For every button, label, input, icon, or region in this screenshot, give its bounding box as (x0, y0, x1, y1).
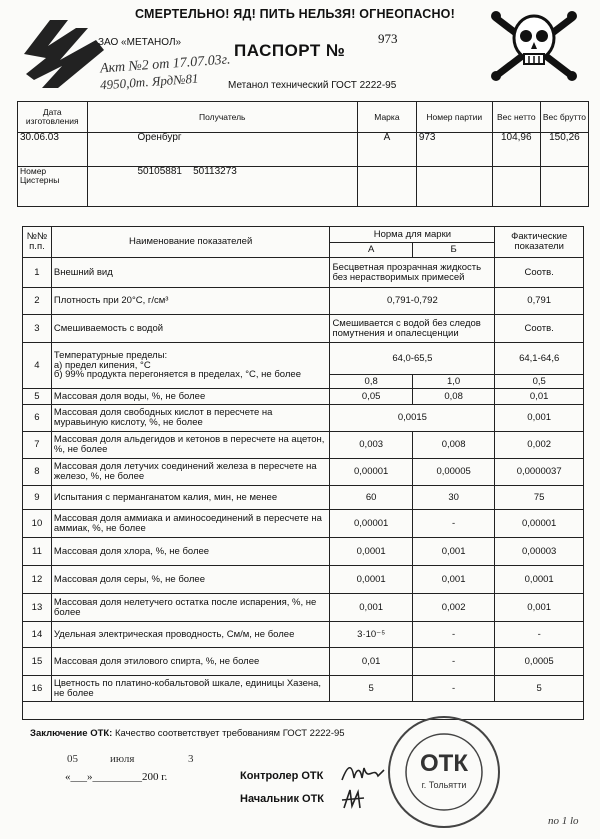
col-net: Вес нетто (492, 102, 540, 133)
row-name: Испытания с перманганатом калия, мин, не менее (51, 486, 330, 510)
row-number: 1 (23, 258, 52, 288)
row-actual: 75 (495, 486, 584, 510)
row-name: Смешиваемость с водой (51, 315, 330, 343)
row-norm-b: 30 (412, 486, 494, 510)
row-number: 13 (23, 594, 52, 622)
row-actual: 0,0005 (495, 648, 584, 676)
row-number: 5 (23, 389, 52, 405)
row-name-main: Температурные пределы: (53, 349, 168, 361)
row-actual: 0,001 (495, 405, 584, 432)
row-number: 8 (23, 459, 52, 486)
table-row (23, 622, 584, 648)
passport-number: 973 (378, 31, 398, 46)
row-actual: 0,001 (495, 594, 584, 622)
row-number: 6 (23, 405, 52, 432)
row-name: Массовая доля этилового спирта, %, не более (51, 648, 330, 676)
row-name-b: б) 99% продукта перегоняется в пределах, °С, не более (53, 369, 301, 381)
row-name: Массовая доля нелетучего остатка после испарения, %, не более (51, 594, 330, 622)
product-subtitle: Метанол технический ГОСТ 2222-95 (228, 80, 397, 91)
row-norm-b: 0,008 (412, 432, 494, 459)
table-row (23, 648, 584, 676)
row-actual: 5 (495, 676, 584, 702)
row-actual: 0,00003 (495, 538, 584, 566)
row-norm-a: 0,00001 (330, 510, 412, 538)
row-number: 2 (23, 288, 52, 315)
table-row (23, 258, 584, 288)
cell-batch: 973 (416, 133, 492, 167)
col-grade: Марка (358, 102, 417, 133)
row-norm: Смешивается с водой без следов помутнения и опалесценции (330, 315, 495, 343)
col-grade-a: А (330, 243, 412, 258)
row-name-a: а) предел кипения, °С (53, 359, 151, 371)
row-norm: Бесцветная прозрачная жидкость без нерастворимых примесей (330, 258, 495, 288)
shipment-table (17, 101, 589, 207)
row-actual: 0,002 (495, 432, 584, 459)
row-name (51, 343, 330, 389)
hazard-warning: СМЕРТЕЛЬНО! ЯД! ПИТЬ НЕЛЬЗЯ! ОГНЕОПАСНО! (135, 7, 455, 21)
row-number: 10 (23, 510, 52, 538)
row-number: 9 (23, 486, 52, 510)
row-actual: 0,0000037 (495, 459, 584, 486)
cell-recipient: Оренбург (87, 133, 358, 167)
row-norm: 64,0-65,5 (330, 343, 495, 375)
controller-label: Контролер ОТК (240, 770, 324, 782)
row-actual: 64,1-64,6 (495, 343, 584, 375)
stamp-main-text: ОТК (420, 750, 468, 777)
tank-numbers: 50105881 50113273 (87, 167, 358, 207)
row-name: Удельная электрическая проводность, См/м, не более (51, 622, 330, 648)
date-day: 05 (67, 753, 78, 765)
row-norm-b: - (412, 510, 494, 538)
row-actual: Соотв. (495, 315, 584, 343)
table-row (23, 486, 584, 510)
row-norm-a: 60 (330, 486, 412, 510)
row-number: 16 (23, 676, 52, 702)
row-name: Массовая доля хлора, %, не более (51, 538, 330, 566)
row-norm: 0,0015 (330, 405, 495, 432)
row-norm-b: - (412, 648, 494, 676)
table-row (23, 538, 584, 566)
row-name: Плотность при 20°С, г/см³ (51, 288, 330, 315)
cell-date: 30.06.03 (18, 133, 88, 167)
row-norm-a: 0,0001 (330, 538, 412, 566)
row-norm-a: 0,01 (330, 648, 412, 676)
row-name: Массовая доля серы, %, не более (51, 566, 330, 594)
row-norm: 0,791-0,792 (330, 288, 495, 315)
date-month: июля (110, 753, 135, 765)
col-recipient: Получатель (87, 102, 358, 133)
row-name: Внешний вид (51, 258, 330, 288)
company-logo-icon (18, 14, 110, 94)
row-number: 14 (23, 622, 52, 648)
cell-grade: А (358, 133, 417, 167)
handwritten-note-2: 4950,0т. Ярд№81 (99, 70, 199, 93)
row-actual: 0,791 (495, 288, 584, 315)
row-name: Массовая доля аммиака и аминосоединений в пересчете на аммиак, %, не более (51, 510, 330, 538)
stamp-city-text: г. Тольятти (421, 780, 467, 790)
row-norm-b: - (412, 676, 494, 702)
row-actual: 0,00001 (495, 510, 584, 538)
row-name: Массовая доля свободных кислот в пересчете на муравьиную кислоту, %, не более (51, 405, 330, 432)
skull-crossbones-icon (488, 6, 580, 82)
col-actual: Фактические показатели (495, 227, 584, 258)
row-norm-b: 0,001 (412, 538, 494, 566)
col-date: Дата изготовления (18, 102, 88, 133)
row-name: Цветность по платино-кобальтовой шкале, единицы Хазена, не более (51, 676, 330, 702)
row-name: Массовая доля альдегидов и кетонов в пересчете на ацетон, %, не более (51, 432, 330, 459)
row-number: 3 (23, 315, 52, 343)
cell-net: 104,96 (492, 133, 540, 167)
conclusion-text: Качество соответствует требованиям ГОСТ 2222-95 (115, 728, 345, 739)
row-norm-b: 1,0 (412, 375, 494, 389)
row-norm-a: 0,05 (330, 389, 412, 405)
passport-title: ПАСПОРТ № (234, 41, 346, 60)
row-norm-a: 0,001 (330, 594, 412, 622)
row-number: 4 (23, 343, 52, 389)
row-norm-b: 0,08 (412, 389, 494, 405)
table-row (23, 343, 584, 375)
col-num: №№ п.п. (23, 227, 52, 258)
row-norm-a: 0,0001 (330, 566, 412, 594)
spec-table (22, 226, 584, 720)
table-row (23, 676, 584, 702)
col-norm: Норма для марки (330, 227, 495, 243)
table-row (23, 405, 584, 432)
row-norm-a: 3·10⁻⁵ (330, 622, 412, 648)
col-grade-b: Б (412, 243, 494, 258)
col-name: Наименование показателей (51, 227, 330, 258)
otk-stamp (384, 714, 504, 830)
row-number: 7 (23, 432, 52, 459)
row-actual: Соотв. (495, 258, 584, 288)
row-norm-a: 5 (330, 676, 412, 702)
chief-signature-icon (340, 786, 368, 812)
table-row (23, 566, 584, 594)
row-number: 12 (23, 566, 52, 594)
table-row (23, 288, 584, 315)
table-row (23, 459, 584, 486)
row-name: Массовая доля летучих соединений железа в пересчете на железо, %, не более (51, 459, 330, 486)
row-norm-b: - (412, 622, 494, 648)
tank-label: Номер Цистерны (18, 167, 88, 207)
row-number: 15 (23, 648, 52, 676)
date-year: 3 (188, 753, 194, 765)
row-norm-a: 0,003 (330, 432, 412, 459)
row-actual-2: 0,5 (495, 375, 584, 389)
controller-signature-icon (340, 762, 386, 784)
row-norm-b: 0,002 (412, 594, 494, 622)
chief-label: Начальник ОТК (240, 793, 324, 805)
col-batch: Номер партии (416, 102, 492, 133)
date-line: «___»_________200 г. (65, 771, 168, 783)
table-row (23, 315, 584, 343)
row-actual: - (495, 622, 584, 648)
company-name: ЗАО «МЕТАНОЛ» (98, 37, 182, 48)
row-norm-b: 0,001 (412, 566, 494, 594)
col-gross: Вес брутто (540, 102, 588, 133)
table-row (23, 510, 584, 538)
row-norm-b: 0,00005 (412, 459, 494, 486)
row-norm-a: 0,00001 (330, 459, 412, 486)
qc-conclusion (30, 728, 345, 739)
row-norm-a: 0,8 (330, 375, 412, 389)
cell-gross: 150,26 (540, 133, 588, 167)
table-row (23, 389, 584, 405)
row-number: 11 (23, 538, 52, 566)
margin-scrawl: no 1 lo (548, 815, 579, 827)
row-name: Массовая доля воды, %, не более (51, 389, 330, 405)
table-row (23, 432, 584, 459)
table-row (23, 594, 584, 622)
row-actual: 0,0001 (495, 566, 584, 594)
handwritten-note-1: Акт №2 от 17.07.03г. (99, 52, 231, 77)
conclusion-label: Заключение ОТК: (30, 728, 113, 739)
row-actual: 0,01 (495, 389, 584, 405)
